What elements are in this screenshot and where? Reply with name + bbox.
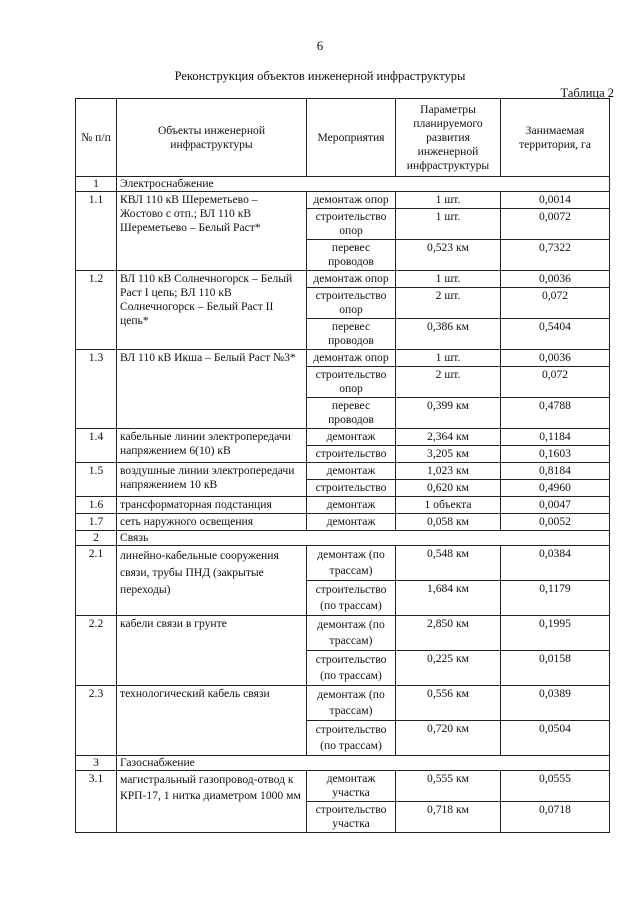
param-cell: 1 объекта xyxy=(396,497,501,514)
infrastructure-table xyxy=(75,98,610,833)
action-cell: демонтаж (по трассам) xyxy=(307,546,396,581)
table-row xyxy=(76,350,610,367)
table-label: Таблица 2 xyxy=(560,86,614,100)
table-row xyxy=(76,514,610,531)
action-cell: перевес проводов xyxy=(307,319,396,350)
item-name: технологический кабель связи xyxy=(117,686,307,756)
section-name: Газоснабжение xyxy=(117,756,610,771)
item-name: кабели связи в грунте xyxy=(117,616,307,686)
action-cell: строительство участка xyxy=(307,802,396,833)
item-number: 1.1 xyxy=(76,192,117,271)
param-cell: 0,718 км xyxy=(396,802,501,833)
area-cell: 0,1184 xyxy=(501,429,610,446)
header-actions: Мероприятия xyxy=(307,99,396,177)
header-area: Занимаемая территория, га xyxy=(501,99,610,177)
action-cell: строительство опор xyxy=(307,288,396,319)
item-number: 2.3 xyxy=(76,686,117,756)
param-cell: 2 шт. xyxy=(396,367,501,398)
table-row xyxy=(76,192,610,209)
action-cell: демонтаж xyxy=(307,463,396,480)
action-cell: строительство (по трассам) xyxy=(307,581,396,616)
param-cell: 0,386 км xyxy=(396,319,501,350)
param-cell: 0,556 км xyxy=(396,686,501,721)
table-row xyxy=(76,463,610,480)
area-cell: 0,0036 xyxy=(501,350,610,367)
area-cell: 0,0718 xyxy=(501,802,610,833)
action-cell: строительство xyxy=(307,446,396,463)
section-number: 2 xyxy=(76,531,117,546)
item-name: ВЛ 110 кВ Икша – Белый Раст №3* xyxy=(117,350,307,429)
area-cell: 0,1179 xyxy=(501,581,610,616)
section-row xyxy=(76,177,610,192)
table-row xyxy=(76,271,610,288)
header-params: Параметры планируемого развития инженерной инфраструктуры xyxy=(396,99,501,177)
param-cell: 0,620 км xyxy=(396,480,501,497)
item-number: 1.4 xyxy=(76,429,117,463)
action-cell: демонтаж опор xyxy=(307,350,396,367)
action-cell: демонтаж (по трассам) xyxy=(307,686,396,721)
area-cell: 0,0158 xyxy=(501,651,610,686)
action-cell: строительство опор xyxy=(307,209,396,240)
item-name: ВЛ 110 кВ Солнечногорск – Белый Раст I цепь; ВЛ 110 кВ Солнечногорск – Белый Раст II цепь* xyxy=(117,271,307,350)
item-name: КВЛ 110 кВ Шереметьево – Жостово с отп.; ВЛ 110 кВ Шереметьево – Белый Раст* xyxy=(117,192,307,271)
area-cell: 0,0555 xyxy=(501,771,610,802)
param-cell: 1 шт. xyxy=(396,209,501,240)
table-row xyxy=(76,497,610,514)
param-cell: 2 шт. xyxy=(396,288,501,319)
param-cell: 0,720 км xyxy=(396,721,501,756)
table-row xyxy=(76,616,610,651)
item-number: 2.1 xyxy=(76,546,117,616)
area-cell: 0,0504 xyxy=(501,721,610,756)
param-cell: 0,225 км xyxy=(396,651,501,686)
section-name: Связь xyxy=(117,531,610,546)
action-cell: демонтаж xyxy=(307,514,396,531)
item-number: 3.1 xyxy=(76,771,117,833)
param-cell: 0,399 км xyxy=(396,398,501,429)
area-cell: 0,0036 xyxy=(501,271,610,288)
param-cell: 0,058 км xyxy=(396,514,501,531)
action-cell: строительство (по трассам) xyxy=(307,721,396,756)
area-cell: 0,0389 xyxy=(501,686,610,721)
param-cell: 1 шт. xyxy=(396,271,501,288)
item-number: 1.2 xyxy=(76,271,117,350)
header-objects: Объекты инженерной инфраструктуры xyxy=(117,99,307,177)
section-number: 1 xyxy=(76,177,117,192)
item-number: 1.7 xyxy=(76,514,117,531)
table-header-row xyxy=(76,99,610,177)
document-title: Реконструкция объектов инженерной инфраструктуры xyxy=(174,69,466,83)
area-cell: 0,8184 xyxy=(501,463,610,480)
table-row xyxy=(76,429,610,446)
param-cell: 1,023 км xyxy=(396,463,501,480)
action-cell: перевес проводов xyxy=(307,398,396,429)
param-cell: 1 шт. xyxy=(396,350,501,367)
action-cell: демонтаж xyxy=(307,429,396,446)
area-cell: 0,0072 xyxy=(501,209,610,240)
param-cell: 0,523 км xyxy=(396,240,501,271)
param-cell: 1,684 км xyxy=(396,581,501,616)
action-cell: строительство опор xyxy=(307,367,396,398)
item-name: магистральный газопровод-отвод к КРП-17, 1 нитка диаметром 1000 мм xyxy=(117,771,307,833)
section-name: Электроснабжение xyxy=(117,177,610,192)
action-cell: демонтаж xyxy=(307,497,396,514)
item-name: воздушные линии электропередачи напряжением 10 кВ xyxy=(117,463,307,497)
item-number: 1.3 xyxy=(76,350,117,429)
area-cell: 0,4788 xyxy=(501,398,610,429)
area-cell: 0,1603 xyxy=(501,446,610,463)
action-cell: строительство (по трассам) xyxy=(307,651,396,686)
action-cell: демонтаж (по трассам) xyxy=(307,616,396,651)
area-cell: 0,5404 xyxy=(501,319,610,350)
area-cell: 0,0014 xyxy=(501,192,610,209)
action-cell: строительство xyxy=(307,480,396,497)
action-cell: перевес проводов xyxy=(307,240,396,271)
item-number: 1.6 xyxy=(76,497,117,514)
table-row xyxy=(76,686,610,721)
param-cell: 0,555 км xyxy=(396,771,501,802)
area-cell: 0,0384 xyxy=(501,546,610,581)
item-name: кабельные линии электропередачи напряжением 6(10) кВ xyxy=(117,429,307,463)
param-cell: 2,850 км xyxy=(396,616,501,651)
section-row xyxy=(76,756,610,771)
item-number: 2.2 xyxy=(76,616,117,686)
table-row xyxy=(76,771,610,802)
param-cell: 2,364 км xyxy=(396,429,501,446)
area-cell: 0,072 xyxy=(501,288,610,319)
param-cell: 0,548 км xyxy=(396,546,501,581)
item-number: 1.5 xyxy=(76,463,117,497)
area-cell: 0,1995 xyxy=(501,616,610,651)
action-cell: демонтаж опор xyxy=(307,271,396,288)
table-row xyxy=(76,546,610,581)
area-cell: 0,4960 xyxy=(501,480,610,497)
section-number: 3 xyxy=(76,756,117,771)
page-number: 6 xyxy=(316,38,324,53)
param-cell: 3,205 км xyxy=(396,446,501,463)
area-cell: 0,0052 xyxy=(501,514,610,531)
header-num: № п/п xyxy=(76,99,117,177)
area-cell: 0,7322 xyxy=(501,240,610,271)
param-cell: 1 шт. xyxy=(396,192,501,209)
area-cell: 0,0047 xyxy=(501,497,610,514)
action-cell: демонтаж участка xyxy=(307,771,396,802)
item-name: сеть наружного освещения xyxy=(117,514,307,531)
area-cell: 0,072 xyxy=(501,367,610,398)
item-name: трансформаторная подстанция xyxy=(117,497,307,514)
action-cell: демонтаж опор xyxy=(307,192,396,209)
section-row xyxy=(76,531,610,546)
item-name: линейно-кабельные сооружения связи, трубы ПНД (закрытые переходы) xyxy=(117,546,307,616)
